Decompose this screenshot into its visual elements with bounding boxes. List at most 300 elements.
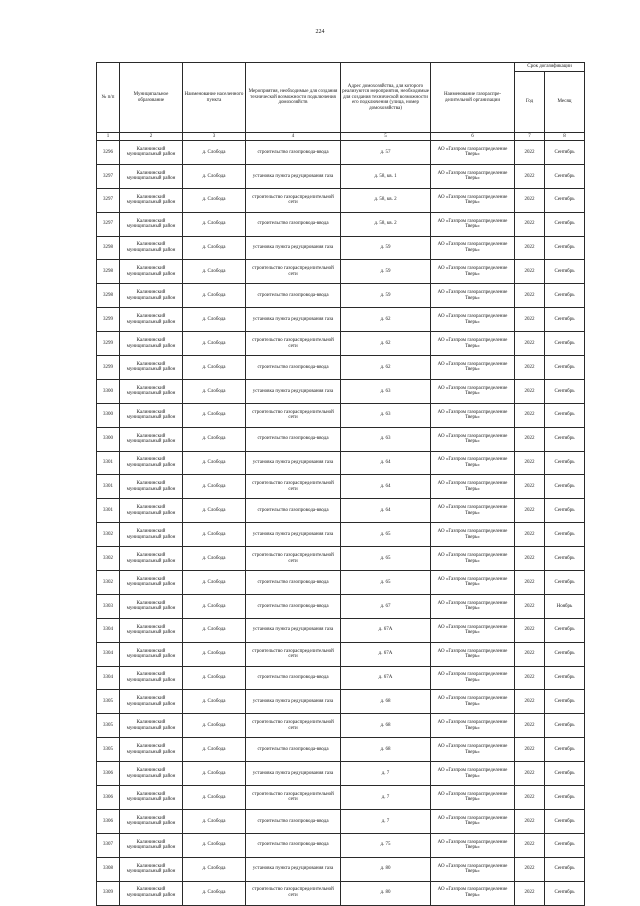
cell-measure: строительство газопровода-ввода — [246, 356, 341, 380]
column-number: 5 — [341, 133, 431, 141]
cell-address: д. 75 — [341, 833, 431, 857]
cell-year: 2022 — [515, 786, 545, 810]
cell-num: 3301 — [97, 451, 120, 475]
column-number: 6 — [431, 133, 515, 141]
cell-organization: АО «Газпром газораспределение Тверь» — [431, 857, 515, 881]
cell-month: Сентябрь — [545, 260, 585, 284]
cell-address: д. 58, кв. 2 — [341, 212, 431, 236]
cell-num: 3301 — [97, 475, 120, 499]
table-row — [97, 188, 585, 212]
cell-locality: д. Слобода — [183, 332, 246, 356]
cell-num: 3303 — [97, 594, 120, 618]
cell-organization: АО «Газпром газораспределение Тверь» — [431, 356, 515, 380]
table-row — [97, 762, 585, 786]
cell-num: 3304 — [97, 642, 120, 666]
cell-organization: АО «Газпром газораспределение Тверь» — [431, 260, 515, 284]
header-num: № п/п — [97, 63, 120, 133]
cell-municipality: Калининский муниципальный район — [120, 857, 183, 881]
cell-month: Сентябрь — [545, 164, 585, 188]
cell-locality: д. Слобода — [183, 499, 246, 523]
cell-num: 3309 — [97, 881, 120, 905]
cell-locality: д. Слобода — [183, 786, 246, 810]
cell-year: 2022 — [515, 809, 545, 833]
cell-locality: д. Слобода — [183, 475, 246, 499]
table-row — [97, 786, 585, 810]
cell-address: д. 68 — [341, 738, 431, 762]
table-row — [97, 403, 585, 427]
cell-num: 3300 — [97, 427, 120, 451]
cell-num: 3305 — [97, 690, 120, 714]
cell-year: 2022 — [515, 642, 545, 666]
table-row — [97, 356, 585, 380]
cell-measure: установка пункта редуцирования газа — [246, 762, 341, 786]
cell-municipality: Калининский муниципальный район — [120, 284, 183, 308]
cell-municipality: Калининский муниципальный район — [120, 833, 183, 857]
cell-measure: установка пункта редуцирования газа — [246, 451, 341, 475]
cell-year: 2022 — [515, 547, 545, 571]
cell-year: 2022 — [515, 714, 545, 738]
cell-month: Сентябрь — [545, 618, 585, 642]
cell-municipality: Калининский муниципальный район — [120, 881, 183, 905]
cell-num: 3296 — [97, 141, 120, 165]
table-row — [97, 881, 585, 905]
cell-num: 3307 — [97, 833, 120, 857]
cell-measure: строительство газопровода-ввода — [246, 833, 341, 857]
cell-measure: установка пункта редуцирования газа — [246, 236, 341, 260]
cell-locality: д. Слобода — [183, 881, 246, 905]
cell-num: 3302 — [97, 523, 120, 547]
cell-year: 2022 — [515, 499, 545, 523]
table-row — [97, 547, 585, 571]
cell-address: д. 59 — [341, 236, 431, 260]
cell-year: 2022 — [515, 857, 545, 881]
cell-month: Сентябрь — [545, 881, 585, 905]
column-number: 2 — [120, 133, 183, 141]
cell-measure: установка пункта редуцирования газа — [246, 164, 341, 188]
cell-year: 2022 — [515, 594, 545, 618]
header-deadline: Срок догазификации — [515, 63, 585, 72]
table-row — [97, 523, 585, 547]
cell-locality: д. Слобода — [183, 523, 246, 547]
cell-num: 3306 — [97, 762, 120, 786]
cell-organization: АО «Газпром газораспределение Тверь» — [431, 786, 515, 810]
cell-month: Сентябрь — [545, 356, 585, 380]
cell-address: д. 64 — [341, 451, 431, 475]
cell-month: Сентябрь — [545, 332, 585, 356]
cell-locality: д. Слобода — [183, 762, 246, 786]
cell-num: 3306 — [97, 786, 120, 810]
cell-address: д. 63 — [341, 403, 431, 427]
cell-month: Сентябрь — [545, 403, 585, 427]
cell-num: 3299 — [97, 308, 120, 332]
cell-year: 2022 — [515, 475, 545, 499]
cell-address: д. 68 — [341, 714, 431, 738]
cell-measure: строительство газопровода-ввода — [246, 738, 341, 762]
cell-address: д. 64 — [341, 499, 431, 523]
cell-month: Сентябрь — [545, 236, 585, 260]
table-row — [97, 332, 585, 356]
cell-measure: установка пункта редуцирования газа — [246, 690, 341, 714]
cell-measure: строительство газопровода-ввода — [246, 284, 341, 308]
cell-measure: установка пункта редуцирования газа — [246, 618, 341, 642]
cell-municipality: Калининский муниципальный район — [120, 451, 183, 475]
cell-address: д. 80 — [341, 857, 431, 881]
cell-measure: строительство газопровода-ввода — [246, 141, 341, 165]
cell-measure: строительство газораспределительной сети — [246, 714, 341, 738]
cell-municipality: Калининский муниципальный район — [120, 427, 183, 451]
cell-locality: д. Слобода — [183, 714, 246, 738]
cell-locality: д. Слобода — [183, 236, 246, 260]
header-year: Год — [515, 72, 545, 133]
cell-year: 2022 — [515, 141, 545, 165]
table-row — [97, 379, 585, 403]
table-row — [97, 738, 585, 762]
cell-year: 2022 — [515, 881, 545, 905]
cell-year: 2022 — [515, 762, 545, 786]
cell-address: д. 67А — [341, 666, 431, 690]
cell-organization: АО «Газпром газораспределение Тверь» — [431, 523, 515, 547]
cell-num: 3306 — [97, 809, 120, 833]
cell-measure: строительство газопровода-ввода — [246, 571, 341, 595]
cell-address: д. 57 — [341, 141, 431, 165]
column-number: 8 — [545, 133, 585, 141]
cell-year: 2022 — [515, 284, 545, 308]
cell-num: 3299 — [97, 332, 120, 356]
cell-locality: д. Слобода — [183, 260, 246, 284]
cell-address: д. 59 — [341, 284, 431, 308]
column-number: 4 — [246, 133, 341, 141]
cell-month: Сентябрь — [545, 499, 585, 523]
cell-address: д. 58, кв. 1 — [341, 164, 431, 188]
cell-locality: д. Слобода — [183, 666, 246, 690]
cell-measure: строительство газопровода-ввода — [246, 499, 341, 523]
cell-organization: АО «Газпром газораспределение Тверь» — [431, 618, 515, 642]
cell-organization: АО «Газпром газораспределение Тверь» — [431, 714, 515, 738]
cell-locality: д. Слобода — [183, 571, 246, 595]
cell-address: д. 7 — [341, 762, 431, 786]
cell-month: Ноябрь — [545, 594, 585, 618]
cell-municipality: Калининский муниципальный район — [120, 809, 183, 833]
cell-municipality: Калининский муниципальный район — [120, 308, 183, 332]
cell-locality: д. Слобода — [183, 547, 246, 571]
cell-month: Сентябрь — [545, 427, 585, 451]
cell-month: Сентябрь — [545, 666, 585, 690]
cell-address: д. 65 — [341, 571, 431, 595]
cell-year: 2022 — [515, 451, 545, 475]
header-month: Месяц — [545, 72, 585, 133]
cell-municipality: Калининский муниципальный район — [120, 212, 183, 236]
cell-organization: АО «Газпром газораспределение Тверь» — [431, 809, 515, 833]
cell-organization: АО «Газпром газораспределение Тверь» — [431, 284, 515, 308]
cell-municipality: Калининский муниципальный район — [120, 523, 183, 547]
cell-measure: строительство газораспределительной сети — [246, 260, 341, 284]
cell-locality: д. Слобода — [183, 594, 246, 618]
cell-month: Сентябрь — [545, 857, 585, 881]
table-row — [97, 714, 585, 738]
cell-organization: АО «Газпром газораспределение Тверь» — [431, 594, 515, 618]
cell-measure: строительство газопровода-ввода — [246, 212, 341, 236]
cell-measure: строительство газораспределительной сети — [246, 642, 341, 666]
cell-locality: д. Слобода — [183, 403, 246, 427]
cell-locality: д. Слобода — [183, 690, 246, 714]
table-row — [97, 809, 585, 833]
cell-organization: АО «Газпром газораспределение Тверь» — [431, 141, 515, 165]
cell-organization: АО «Газпром газораспределение Тверь» — [431, 308, 515, 332]
table-row — [97, 260, 585, 284]
cell-month: Сентябрь — [545, 833, 585, 857]
cell-municipality: Калининский муниципальный район — [120, 594, 183, 618]
cell-organization: АО «Газпром газораспределение Тверь» — [431, 403, 515, 427]
cell-organization: АО «Газпром газораспределение Тверь» — [431, 188, 515, 212]
table-row — [97, 833, 585, 857]
cell-year: 2022 — [515, 356, 545, 380]
cell-num: 3297 — [97, 188, 120, 212]
cell-month: Сентябрь — [545, 762, 585, 786]
cell-year: 2022 — [515, 308, 545, 332]
cell-num: 3299 — [97, 356, 120, 380]
cell-month: Сентябрь — [545, 786, 585, 810]
cell-year: 2022 — [515, 164, 545, 188]
cell-locality: д. Слобода — [183, 356, 246, 380]
cell-municipality: Калининский муниципальный район — [120, 379, 183, 403]
cell-organization: АО «Газпром газораспределение Тверь» — [431, 164, 515, 188]
cell-address: д. 59 — [341, 260, 431, 284]
cell-month: Сентябрь — [545, 547, 585, 571]
cell-municipality: Калининский муниципальный район — [120, 164, 183, 188]
cell-locality: д. Слобода — [183, 141, 246, 165]
cell-year: 2022 — [515, 571, 545, 595]
cell-organization: АО «Газпром газораспределение Тверь» — [431, 451, 515, 475]
cell-month: Сентябрь — [545, 523, 585, 547]
cell-address: д. 7 — [341, 809, 431, 833]
table-row — [97, 308, 585, 332]
cell-address: д. 58, кв. 2 — [341, 188, 431, 212]
cell-month: Сентябрь — [545, 475, 585, 499]
table-row — [97, 212, 585, 236]
cell-locality: д. Слобода — [183, 164, 246, 188]
cell-municipality: Калининский муниципальный район — [120, 642, 183, 666]
table-row — [97, 451, 585, 475]
cell-measure: строительство газопровода-ввода — [246, 809, 341, 833]
cell-measure: установка пункта редуцирования газа — [246, 857, 341, 881]
column-number: 3 — [183, 133, 246, 141]
cell-organization: АО «Газпром газораспределение Тверь» — [431, 571, 515, 595]
cell-month: Сентябрь — [545, 690, 585, 714]
column-number: 7 — [515, 133, 545, 141]
cell-organization: АО «Газпром газораспределение Тверь» — [431, 332, 515, 356]
table-row — [97, 284, 585, 308]
table-row — [97, 618, 585, 642]
cell-municipality: Калининский муниципальный район — [120, 714, 183, 738]
cell-year: 2022 — [515, 523, 545, 547]
cell-organization: АО «Газпром газораспределение Тверь» — [431, 762, 515, 786]
cell-municipality: Калининский муниципальный район — [120, 403, 183, 427]
cell-num: 3308 — [97, 857, 120, 881]
cell-year: 2022 — [515, 618, 545, 642]
cell-organization: АО «Газпром газораспределение Тверь» — [431, 547, 515, 571]
cell-locality: д. Слобода — [183, 427, 246, 451]
cell-address: д. 62 — [341, 332, 431, 356]
cell-organization: АО «Газпром газораспределение Тверь» — [431, 666, 515, 690]
cell-num: 3305 — [97, 714, 120, 738]
cell-address: д. 67А — [341, 618, 431, 642]
cell-year: 2022 — [515, 188, 545, 212]
cell-address: д. 64 — [341, 475, 431, 499]
table-row — [97, 475, 585, 499]
cell-num: 3300 — [97, 379, 120, 403]
cell-num: 3305 — [97, 738, 120, 762]
cell-num: 3297 — [97, 212, 120, 236]
cell-year: 2022 — [515, 212, 545, 236]
cell-municipality: Калининский муниципальный район — [120, 786, 183, 810]
cell-month: Сентябрь — [545, 714, 585, 738]
cell-locality: д. Слобода — [183, 451, 246, 475]
cell-year: 2022 — [515, 833, 545, 857]
cell-num: 3298 — [97, 284, 120, 308]
cell-measure: строительство газораспределительной сети — [246, 547, 341, 571]
cell-measure: строительство газопровода-ввода — [246, 594, 341, 618]
cell-num: 3302 — [97, 547, 120, 571]
cell-num: 3304 — [97, 618, 120, 642]
table-row — [97, 594, 585, 618]
cell-num: 3301 — [97, 499, 120, 523]
header-address: Адрес домохозяйства, для которого реализуются мероприятия, необходимые для создания технической возможности его подключения (улица, номер домохозяйства) — [341, 63, 431, 133]
cell-month: Сентябрь — [545, 571, 585, 595]
cell-address: д. 63 — [341, 427, 431, 451]
cell-address: д. 62 — [341, 308, 431, 332]
cell-locality: д. Слобода — [183, 618, 246, 642]
cell-month: Сентябрь — [545, 379, 585, 403]
table-row — [97, 571, 585, 595]
cell-locality: д. Слобода — [183, 833, 246, 857]
cell-num: 3302 — [97, 571, 120, 595]
cell-month: Сентябрь — [545, 188, 585, 212]
cell-address: д. 62 — [341, 356, 431, 380]
cell-locality: д. Слобода — [183, 188, 246, 212]
cell-municipality: Калининский муниципальный район — [120, 762, 183, 786]
cell-year: 2022 — [515, 332, 545, 356]
cell-organization: АО «Газпром газораспределение Тверь» — [431, 236, 515, 260]
cell-municipality: Калининский муниципальный район — [120, 141, 183, 165]
cell-address: д. 7 — [341, 786, 431, 810]
cell-locality: д. Слобода — [183, 212, 246, 236]
cell-organization: АО «Газпром газораспределение Тверь» — [431, 690, 515, 714]
cell-municipality: Калининский муниципальный район — [120, 188, 183, 212]
table-row — [97, 690, 585, 714]
cell-address: д. 63 — [341, 379, 431, 403]
cell-municipality: Калининский муниципальный район — [120, 547, 183, 571]
cell-address: д. 80 — [341, 881, 431, 905]
cell-measure: установка пункта редуцирования газа — [246, 523, 341, 547]
cell-measure: строительство газораспределительной сети — [246, 332, 341, 356]
cell-measure: установка пункта редуцирования газа — [246, 379, 341, 403]
cell-organization: АО «Газпром газораспределение Тверь» — [431, 427, 515, 451]
gasification-table — [96, 62, 585, 906]
cell-municipality: Калининский муниципальный район — [120, 618, 183, 642]
cell-organization: АО «Газпром газораспределение Тверь» — [431, 833, 515, 857]
table-row — [97, 666, 585, 690]
cell-address: д. 68 — [341, 690, 431, 714]
header-locality: Наименование населенного пункта — [183, 63, 246, 133]
cell-locality: д. Слобода — [183, 809, 246, 833]
cell-address: д. 67 — [341, 594, 431, 618]
cell-month: Сентябрь — [545, 451, 585, 475]
cell-municipality: Калининский муниципальный район — [120, 738, 183, 762]
cell-month: Сентябрь — [545, 284, 585, 308]
cell-year: 2022 — [515, 236, 545, 260]
cell-num: 3304 — [97, 666, 120, 690]
cell-num: 3297 — [97, 164, 120, 188]
cell-year: 2022 — [515, 427, 545, 451]
cell-municipality: Калининский муниципальный район — [120, 666, 183, 690]
cell-year: 2022 — [515, 260, 545, 284]
cell-address: д. 67А — [341, 642, 431, 666]
cell-organization: АО «Газпром газораспределение Тверь» — [431, 379, 515, 403]
cell-locality: д. Слобода — [183, 379, 246, 403]
cell-organization: АО «Газпром газораспределение Тверь» — [431, 499, 515, 523]
cell-measure: строительство газопровода-ввода — [246, 427, 341, 451]
column-numbers-row — [97, 133, 585, 141]
cell-month: Сентябрь — [545, 809, 585, 833]
cell-month: Сентябрь — [545, 308, 585, 332]
table-row — [97, 427, 585, 451]
cell-year: 2022 — [515, 379, 545, 403]
cell-measure: строительство газораспределительной сети — [246, 188, 341, 212]
column-number: 1 — [97, 133, 120, 141]
page-number: 224 — [315, 29, 325, 35]
cell-measure: строительство газопровода-ввода — [246, 666, 341, 690]
cell-num: 3298 — [97, 236, 120, 260]
cell-address: д. 65 — [341, 523, 431, 547]
cell-measure: строительство газораспределительной сети — [246, 786, 341, 810]
cell-municipality: Калининский муниципальный район — [120, 260, 183, 284]
cell-locality: д. Слобода — [183, 857, 246, 881]
cell-measure: строительство газораспределительной сети — [246, 881, 341, 905]
cell-organization: АО «Газпром газораспределение Тверь» — [431, 475, 515, 499]
table-row — [97, 499, 585, 523]
table-row — [97, 141, 585, 165]
cell-locality: д. Слобода — [183, 738, 246, 762]
table-row — [97, 164, 585, 188]
cell-municipality: Калининский муниципальный район — [120, 332, 183, 356]
header-measures: Мероприятия, необходимые для создания технической возможности подключения домохозяйств — [246, 63, 341, 133]
cell-measure: установка пункта редуцирования газа — [246, 308, 341, 332]
cell-month: Сентябрь — [545, 642, 585, 666]
header-municipality: Муниципальное образование — [120, 63, 183, 133]
cell-organization: АО «Газпром газораспределение Тверь» — [431, 642, 515, 666]
cell-municipality: Калининский муниципальный район — [120, 475, 183, 499]
table-row — [97, 642, 585, 666]
cell-organization: АО «Газпром газораспределение Тверь» — [431, 738, 515, 762]
cell-address: д. 65 — [341, 547, 431, 571]
cell-measure: строительство газораспределительной сети — [246, 475, 341, 499]
header-organization: Наименование газораспре-делительной организации — [431, 63, 515, 133]
cell-month: Сентябрь — [545, 738, 585, 762]
cell-municipality: Калининский муниципальный район — [120, 690, 183, 714]
cell-municipality: Калининский муниципальный район — [120, 499, 183, 523]
cell-locality: д. Слобода — [183, 308, 246, 332]
cell-num: 3300 — [97, 403, 120, 427]
cell-municipality: Калининский муниципальный район — [120, 236, 183, 260]
cell-organization: АО «Газпром газораспределение Тверь» — [431, 212, 515, 236]
cell-year: 2022 — [515, 690, 545, 714]
cell-month: Сентябрь — [545, 212, 585, 236]
table-body — [97, 141, 585, 906]
table-row — [97, 236, 585, 260]
cell-municipality: Калининский муниципальный район — [120, 356, 183, 380]
cell-year: 2022 — [515, 738, 545, 762]
cell-year: 2022 — [515, 403, 545, 427]
